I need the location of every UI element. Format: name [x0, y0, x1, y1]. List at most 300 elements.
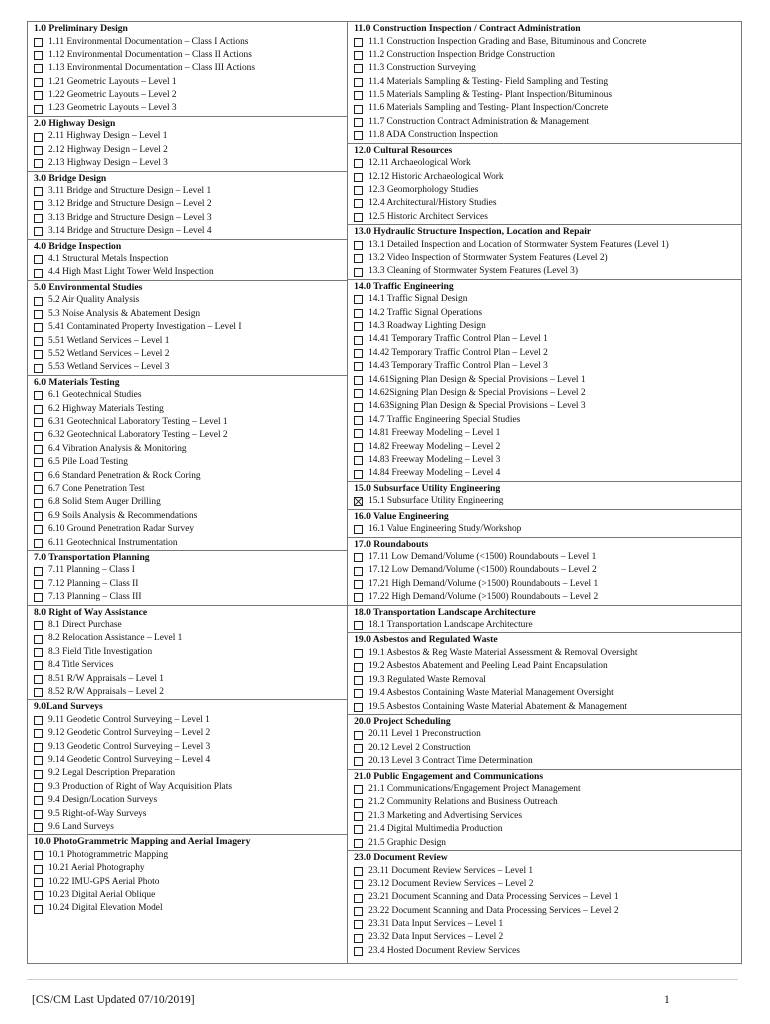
checklist-item[interactable]	[34, 767, 347, 780]
checklist-item[interactable]	[34, 646, 347, 659]
checklist-item[interactable]	[354, 252, 741, 265]
item-label: 9.13 Geodetic Control Surveying – Level 3	[48, 741, 211, 752]
item-label: 9.3 Production of Right of Way Acquisition Plats	[48, 781, 232, 792]
item-label: 19.5 Asbestos Containing Waste Material Abatement & Management	[368, 701, 628, 712]
item-label: 4.1 Structural Metals Inspection	[48, 254, 169, 265]
checklist-item[interactable]	[34, 619, 347, 632]
checklist-item[interactable]	[354, 36, 741, 49]
checkbox[interactable]	[354, 362, 363, 371]
checklist-item[interactable]	[34, 456, 347, 469]
item-label: 8.1 Direct Purchase	[48, 620, 122, 631]
checklist-item[interactable]	[34, 403, 347, 416]
section-16-0	[348, 510, 741, 538]
checkbox[interactable]	[354, 757, 363, 766]
item-label: 14.3 Roadway Lighting Design	[368, 321, 486, 332]
checkbox[interactable]	[354, 785, 363, 794]
item-label: 14.42 Temporary Traffic Control Plan – Level 2	[368, 347, 548, 358]
checklist-item[interactable]	[354, 837, 741, 850]
section-20-0	[348, 715, 741, 770]
item-label: 21.1 Communications/Engagement Project Management	[368, 784, 581, 795]
checklist-item[interactable]	[354, 878, 741, 891]
section-title: 21.0 Public Engagement and Communications	[354, 770, 544, 782]
checklist-item[interactable]	[354, 783, 741, 796]
item-label: 17.21 High Demand/Volume (>1500) Roundabouts – Level 1	[368, 578, 599, 589]
checkbox[interactable]	[34, 635, 43, 644]
checkbox[interactable]	[34, 688, 43, 697]
checklist-item[interactable]	[34, 741, 347, 754]
checkbox[interactable]	[354, 376, 363, 385]
checkbox[interactable]	[354, 947, 363, 956]
section-8-0	[28, 606, 347, 701]
checklist-item[interactable]	[354, 823, 741, 836]
checklist-item[interactable]	[354, 523, 741, 536]
checklist-item[interactable]	[354, 320, 741, 333]
checklist-item[interactable]	[354, 945, 741, 958]
checkbox[interactable]	[354, 254, 363, 263]
checkbox[interactable]	[34, 458, 43, 467]
checkbox[interactable]	[34, 783, 43, 792]
checklist-item[interactable]	[354, 211, 741, 224]
checklist-item[interactable]	[354, 551, 741, 564]
checkbox[interactable]	[354, 105, 363, 114]
checkbox[interactable]	[354, 934, 363, 943]
checklist-item[interactable]	[34, 496, 347, 509]
checkbox[interactable]	[354, 38, 363, 47]
checkbox[interactable]	[354, 553, 363, 562]
checkbox[interactable]	[354, 159, 363, 168]
checkbox[interactable]	[354, 525, 363, 534]
checklist-item[interactable]	[34, 889, 347, 902]
checklist-item[interactable]	[354, 184, 741, 197]
checklist-item[interactable]	[354, 387, 741, 400]
checkbox[interactable]	[354, 567, 363, 576]
section-19-0	[348, 633, 741, 714]
checkbox[interactable]	[354, 839, 363, 848]
checklist-item[interactable]	[34, 754, 347, 767]
checklist-item[interactable]	[34, 361, 347, 374]
checkbox[interactable]	[354, 91, 363, 100]
checkbox[interactable]	[354, 118, 363, 127]
item-label: 3.13 Bridge and Structure Design – Level 3	[48, 212, 212, 223]
checkbox[interactable]	[354, 322, 363, 331]
checkbox[interactable]	[34, 78, 43, 87]
checklist-item[interactable]	[34, 564, 347, 577]
checklist-item[interactable]	[354, 619, 741, 632]
checklist-item[interactable]	[354, 796, 741, 809]
checkbox[interactable]	[34, 227, 43, 236]
checkbox[interactable]	[354, 199, 363, 208]
checkbox[interactable]	[354, 470, 363, 479]
checkbox[interactable]	[34, 891, 43, 900]
checklist-item[interactable]	[354, 171, 741, 184]
checklist-item[interactable]	[34, 443, 347, 456]
item-label: 6.10 Ground Penetration Radar Survey	[48, 524, 195, 535]
checkbox[interactable]	[354, 336, 363, 345]
section-18-0	[348, 606, 741, 634]
checkbox[interactable]	[34, 810, 43, 819]
checkbox[interactable]	[354, 825, 363, 834]
checkbox[interactable]	[34, 567, 43, 576]
item-label: 5.51 Wetland Services – Level 1	[48, 335, 170, 346]
checkbox[interactable]	[34, 297, 43, 306]
checklist-item[interactable]	[354, 687, 741, 700]
item-label: 14.1 Traffic Signal Design	[368, 294, 468, 305]
checkbox[interactable]	[34, 512, 43, 521]
checkbox[interactable]	[354, 443, 363, 452]
item-label: 12.12 Historic Archaeological Work	[368, 171, 504, 182]
item-label: 6.6 Standard Penetration & Rock Coring	[48, 470, 201, 481]
checklist-item[interactable]	[354, 49, 741, 62]
checklist-item[interactable]	[354, 591, 741, 604]
item-label: 6.9 Soils Analysis & Recommendations	[48, 510, 198, 521]
checkbox[interactable]	[354, 173, 363, 182]
checkbox[interactable]	[34, 905, 43, 914]
checkbox[interactable]	[354, 812, 363, 821]
checkbox[interactable]	[354, 867, 363, 876]
checklist-item[interactable]	[34, 686, 347, 699]
checkbox[interactable]	[34, 51, 43, 60]
checkbox[interactable]	[34, 445, 43, 454]
checklist-item[interactable]	[34, 591, 347, 604]
item-label: 2.12 Highway Design – Level 2	[48, 144, 168, 155]
checklist-item[interactable]	[34, 727, 347, 740]
section-9-0land	[28, 700, 347, 835]
section-1-0	[28, 22, 347, 117]
checkbox[interactable]	[354, 649, 363, 658]
checklist-item[interactable]	[34, 36, 347, 49]
checklist-item[interactable]	[34, 76, 347, 89]
checkbox[interactable]	[34, 648, 43, 657]
checklist-item[interactable]	[34, 198, 347, 211]
checklist-item[interactable]	[354, 564, 741, 577]
checkbox[interactable]	[34, 405, 43, 414]
checklist-item[interactable]	[34, 416, 347, 429]
checklist-item[interactable]	[354, 728, 741, 741]
checklist-item[interactable]	[34, 673, 347, 686]
checklist-item[interactable]	[354, 400, 741, 413]
checkbox[interactable]	[34, 64, 43, 73]
checkbox[interactable]	[34, 823, 43, 832]
checklist-item[interactable]	[34, 308, 347, 321]
item-label: 1.11 Environmental Documentation – Class I Actions	[48, 36, 249, 47]
item-label: 20.12 Level 2 Construction	[368, 742, 471, 753]
section-3-0	[28, 172, 347, 240]
checklist-item[interactable]	[34, 321, 347, 334]
checkbox[interactable]	[354, 309, 363, 318]
checklist-item[interactable]	[354, 495, 741, 508]
checkbox[interactable]	[354, 241, 363, 250]
checkbox[interactable]	[34, 214, 43, 223]
checklist-item[interactable]	[34, 781, 347, 794]
section-6-0	[28, 376, 347, 551]
section-title: 13.0 Hydraulic Structure Inspection, Location and Repair	[354, 226, 592, 238]
checklist-item[interactable]	[354, 755, 741, 768]
checkbox[interactable]	[34, 432, 43, 441]
checklist-item[interactable]	[34, 429, 347, 442]
section-title: 5.0 Environmental Studies	[34, 281, 143, 293]
checklist-item[interactable]	[354, 62, 741, 75]
checklist-item[interactable]	[34, 483, 347, 496]
checklist-item[interactable]	[34, 714, 347, 727]
checklist-item[interactable]	[34, 902, 347, 915]
section-title: 12.0 Cultural Resources	[354, 144, 453, 156]
checkbox[interactable]	[34, 350, 43, 359]
checkbox[interactable]	[354, 186, 363, 195]
item-label: 12.11 Archaeological Work	[368, 158, 471, 169]
section-title: 2.0 Highway Design	[34, 117, 116, 129]
checkbox[interactable]	[354, 456, 363, 465]
section-title: 1.0 Preliminary Design	[34, 23, 128, 34]
checkbox[interactable]	[34, 255, 43, 264]
checklist-item[interactable]	[354, 333, 741, 346]
checklist-item[interactable]	[354, 660, 741, 673]
checkbox[interactable]	[354, 663, 363, 672]
checkbox[interactable]	[34, 499, 43, 508]
checkbox[interactable]	[34, 729, 43, 738]
checklist-item[interactable]	[34, 266, 347, 279]
checkbox[interactable]	[354, 907, 363, 916]
checkbox[interactable]	[34, 716, 43, 725]
checklist-item[interactable]	[354, 441, 741, 454]
checkbox[interactable]	[34, 851, 43, 860]
checkbox[interactable]	[34, 485, 43, 494]
checkbox[interactable]	[354, 621, 363, 630]
checkbox[interactable]	[354, 689, 363, 698]
checkbox[interactable]	[34, 593, 43, 602]
checkbox[interactable]	[34, 580, 43, 589]
checklist-item[interactable]	[34, 212, 347, 225]
item-label: 19.2 Asbestos Abatement and Peeling Lead Paint Encapsulation	[368, 661, 608, 672]
item-label: 13.3 Cleaning of Stormwater System Features (Level 3)	[368, 266, 578, 277]
checkbox[interactable]	[34, 364, 43, 373]
checkbox[interactable]	[34, 796, 43, 805]
checklist-item[interactable]	[34, 89, 347, 102]
checklist-item[interactable]	[34, 808, 347, 821]
checklist-item[interactable]	[34, 523, 347, 536]
checklist-item[interactable]	[354, 157, 741, 170]
section-7-0	[28, 551, 347, 606]
checkbox[interactable]	[354, 295, 363, 304]
checklist-item[interactable]	[354, 931, 741, 944]
right-column	[348, 22, 741, 963]
checklist-item[interactable]	[34, 225, 347, 238]
item-label: 6.8 Solid Stem Auger Drilling	[48, 497, 161, 508]
item-label: 1.13 Environmental Documentation – Class III Actions	[48, 63, 255, 74]
item-label: 9.12 Geodetic Control Surveying – Level 2	[48, 728, 211, 739]
checkbox[interactable]	[354, 389, 363, 398]
checklist-item[interactable]	[354, 414, 741, 427]
checkbox[interactable]	[354, 880, 363, 889]
checklist-item[interactable]	[34, 49, 347, 62]
section-17-0	[348, 538, 741, 606]
item-label: 23.22 Document Scanning and Data Processing Services – Level 2	[368, 905, 619, 916]
checklist-item[interactable]	[354, 360, 741, 373]
checkbox[interactable]	[354, 429, 363, 438]
checklist-item[interactable]	[354, 674, 741, 687]
checkbox[interactable]	[34, 201, 43, 210]
checklist-item[interactable]	[34, 862, 347, 875]
checkbox[interactable]	[34, 539, 43, 548]
checklist-item[interactable]	[34, 632, 347, 645]
checklist-item[interactable]	[354, 129, 741, 142]
checkbox[interactable]	[354, 703, 363, 712]
checklist-item[interactable]	[354, 647, 741, 660]
checkbox[interactable]	[354, 799, 363, 808]
checklist-item[interactable]	[34, 335, 347, 348]
checklist-item[interactable]	[34, 537, 347, 550]
item-label: 8.52 R/W Appraisals – Level 2	[48, 687, 164, 698]
checkbox[interactable]	[354, 894, 363, 903]
checklist-item[interactable]	[34, 849, 347, 862]
item-label: 13.1 Detailed Inspection and Location of Stormwater System Features (Level 1)	[368, 239, 669, 250]
item-label: 2.11 Highway Design – Level 1	[48, 131, 168, 142]
checkbox[interactable]	[354, 593, 363, 602]
item-label: 17.22 High Demand/Volume (>1500) Roundabouts – Level 2	[368, 592, 599, 603]
checklist-item[interactable]	[354, 427, 741, 440]
checklist-item[interactable]	[354, 116, 741, 129]
item-label: 5.41 Contaminated Property Investigation – Level I	[48, 322, 242, 333]
checklist-item[interactable]	[34, 348, 347, 361]
checkbox[interactable]	[34, 269, 43, 278]
checkbox[interactable]	[34, 418, 43, 427]
checklist-item[interactable]	[354, 742, 741, 755]
item-label: 14.2 Traffic Signal Operations	[368, 307, 482, 318]
checklist-item[interactable]	[354, 307, 741, 320]
checkbox[interactable]	[34, 756, 43, 765]
checkbox[interactable]	[354, 403, 363, 412]
checkbox[interactable]	[34, 146, 43, 155]
checklist-item[interactable]	[354, 891, 741, 904]
checkbox[interactable]	[34, 187, 43, 196]
checklist-item[interactable]	[354, 347, 741, 360]
checklist-item[interactable]	[354, 293, 741, 306]
checklist-item[interactable]	[354, 454, 741, 467]
checkbox[interactable]	[354, 268, 363, 277]
item-label: 9.2 Legal Description Preparation	[48, 768, 176, 779]
checklist-item[interactable]	[354, 467, 741, 480]
item-label: 12.3 Geomorphology Studies	[368, 184, 479, 195]
item-label: 6.4 Vibration Analysis & Monitoring	[48, 443, 187, 454]
item-label: 5.3 Noise Analysis & Abatement Design	[48, 308, 201, 319]
checklist-item[interactable]	[34, 821, 347, 834]
checkbox[interactable]	[34, 878, 43, 887]
checklist-item[interactable]	[34, 102, 347, 115]
item-label: 23.32 Data Input Services – Level 2	[368, 932, 504, 943]
checklist-item[interactable]	[34, 157, 347, 170]
checkbox[interactable]	[34, 865, 43, 874]
checkbox[interactable]	[354, 64, 363, 73]
item-label: 14.83 Freeway Modeling – Level 3	[368, 454, 501, 465]
checkbox[interactable]	[34, 391, 43, 400]
checklist-item[interactable]	[34, 470, 347, 483]
checklist-item[interactable]	[34, 294, 347, 307]
checklist-item[interactable]	[34, 144, 347, 157]
section-13-0	[348, 225, 741, 280]
checkbox[interactable]	[34, 38, 43, 47]
item-label: 9.5 Right-of-Way Surveys	[48, 808, 147, 819]
checklist-item[interactable]	[354, 905, 741, 918]
checklist-item[interactable]	[34, 130, 347, 143]
checkbox[interactable]	[34, 743, 43, 752]
checkbox[interactable]	[34, 323, 43, 332]
checklist-item[interactable]	[34, 253, 347, 266]
item-label: 13.2 Video Inspection of Stormwater System Features (Level 2)	[368, 252, 608, 263]
item-label: 11.7 Construction Contract Administration & Management	[368, 116, 590, 127]
checkbox[interactable]	[34, 337, 43, 346]
checkbox[interactable]	[354, 744, 363, 753]
checkbox[interactable]	[354, 213, 363, 222]
checkbox[interactable]	[354, 416, 363, 425]
checklist-item[interactable]	[34, 62, 347, 75]
checkbox[interactable]	[34, 770, 43, 779]
checklist-item[interactable]	[354, 701, 741, 714]
section-title: 9.0Land Surveys	[34, 701, 103, 713]
checked-checkbox[interactable]	[354, 497, 363, 506]
checklist-item[interactable]	[354, 810, 741, 823]
section-4-0	[28, 240, 347, 281]
item-label: 23.11 Document Review Services – Level 1	[368, 865, 534, 876]
item-label: 6.11 Geotechnical Instrumentation	[48, 537, 178, 548]
checklist-item[interactable]	[354, 265, 741, 278]
checklist-item[interactable]	[354, 374, 741, 387]
checkbox[interactable]	[354, 78, 363, 87]
checklist-item[interactable]	[354, 76, 741, 89]
checkbox[interactable]	[34, 675, 43, 684]
checkbox[interactable]	[354, 349, 363, 358]
checklist-item[interactable]	[354, 102, 741, 115]
item-label: 11.5 Materials Sampling & Testing- Plant Inspection/Bituminous	[368, 90, 612, 101]
checkbox[interactable]	[34, 661, 43, 670]
item-label: 21.3 Marketing and Advertising Services	[368, 810, 522, 821]
checkbox[interactable]	[34, 91, 43, 100]
checkbox[interactable]	[34, 525, 43, 534]
checklist-item[interactable]	[354, 918, 741, 931]
item-label: 20.13 Level 3 Contract Time Determination	[368, 756, 533, 767]
checklist-item[interactable]	[354, 865, 741, 878]
section-title: 18.0 Transportation Landscape Architecture	[354, 606, 536, 618]
checklist-item[interactable]	[354, 239, 741, 252]
checklist-item[interactable]	[354, 578, 741, 591]
checkbox[interactable]	[34, 105, 43, 114]
checklist-item[interactable]	[34, 659, 347, 672]
checklist-item[interactable]	[354, 197, 741, 210]
checklist-item[interactable]	[354, 89, 741, 102]
item-label: 7.11 Planning – Class I	[48, 565, 135, 576]
checkbox[interactable]	[354, 731, 363, 740]
checkbox[interactable]	[34, 133, 43, 142]
item-label: 14.43 Temporary Traffic Control Plan – Level 3	[368, 361, 548, 372]
checklist-item[interactable]	[34, 794, 347, 807]
checkbox[interactable]	[354, 676, 363, 685]
checkbox[interactable]	[354, 920, 363, 929]
checkbox[interactable]	[34, 159, 43, 168]
checklist-item[interactable]	[34, 389, 347, 402]
checkbox[interactable]	[34, 310, 43, 319]
item-label: 21.5 Graphic Design	[368, 837, 446, 848]
checklist-item[interactable]	[34, 578, 347, 591]
checklist-item[interactable]	[34, 185, 347, 198]
checkbox[interactable]	[354, 51, 363, 60]
checkbox[interactable]	[354, 131, 363, 140]
section-title: 19.0 Asbestos and Regulated Waste	[354, 634, 498, 646]
checklist-item[interactable]	[34, 510, 347, 523]
checklist-item[interactable]	[34, 876, 347, 889]
checkbox[interactable]	[354, 580, 363, 589]
item-label: 16.1 Value Engineering Study/Workshop	[368, 524, 522, 535]
checkbox[interactable]	[34, 472, 43, 481]
checkbox[interactable]	[34, 621, 43, 630]
item-label: 2.13 Highway Design – Level 3	[48, 158, 168, 169]
